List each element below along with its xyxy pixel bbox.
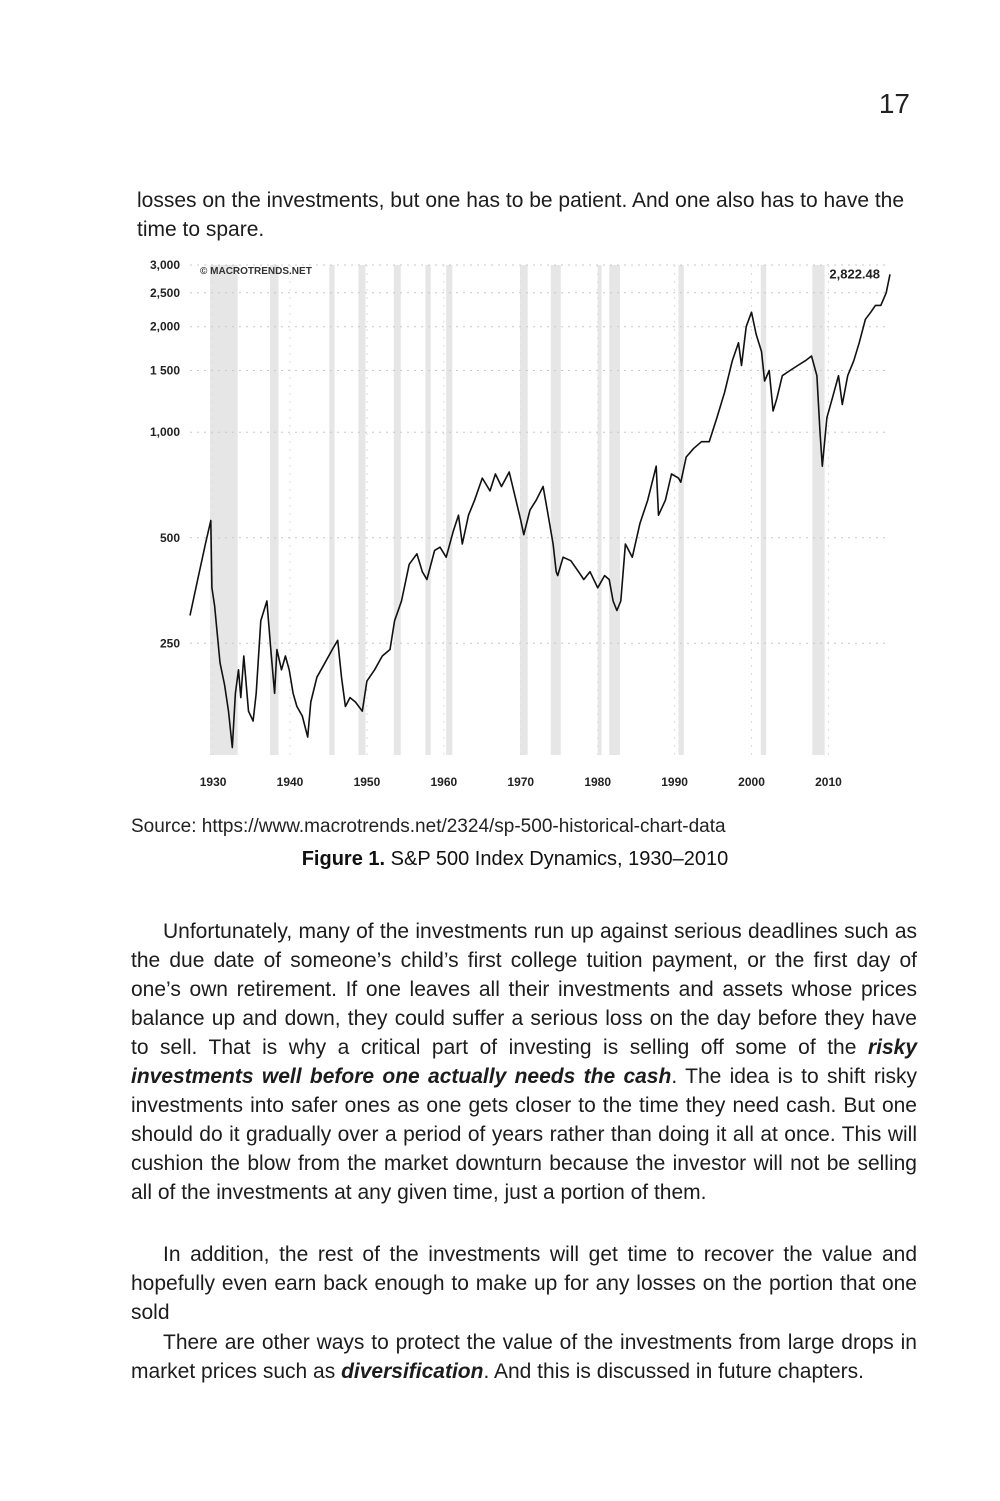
sp500-chart <box>130 255 910 795</box>
x-tick-label: 1930 <box>199 775 227 789</box>
y-tick-label: 2,500 <box>149 285 180 300</box>
p1-text-b: . The idea is to shift risky investments into safer ones as one gets closer to the time they need cash. But one should do it gradually over a period of years rather than doing it all at once. This will cushion the blow from the market downturn because the investor will not be selling all of the investments at any given time, just a portion of them. <box>131 1065 918 1204</box>
recession-band <box>551 265 561 755</box>
p1-text-a: Unfortunately, many of the investments run up against serious deadlines such as the due date of someone’s child’s first college tuition payment, or the first day of one’s own retirement. If one leaves all their investments and assets whose prices balance up and down, they could suffer a serious loss on the day before they have to sell. That is why a critical part of investing is selling off some of the <box>131 920 917 1059</box>
figure-caption <box>0 848 1000 871</box>
y-tick-label: 3,000 <box>149 258 180 272</box>
y-tick-label: 500 <box>159 530 180 545</box>
body-paragraph-2: In addition, the rest of the investments will get time to recover the value and hopefully even earn back enough to make up for any losses on the portion that one sold <box>131 1243 917 1324</box>
recession-band <box>678 265 683 755</box>
recession-band <box>446 265 452 755</box>
x-tick-label: 1980 <box>584 775 612 789</box>
intro-paragraph: losses on the investments, but one has to be patient. And one also has to have the time to spare. <box>137 189 905 241</box>
caption-text: S&P 500 Index Dynamics, 1930–2010 <box>385 848 729 870</box>
x-tick-label: 1970 <box>507 775 535 789</box>
caption-label: Figure 1. <box>301 848 386 870</box>
body-paragraph-1 <box>131 917 917 1207</box>
x-tick-label: 2000 <box>738 775 765 789</box>
figure-source: Source: https://www.macrotrends.net/2324/sp-500-historical-chart-data <box>131 816 726 837</box>
x-tick-label: 1950 <box>353 775 381 789</box>
recession-band <box>609 265 620 755</box>
p3-text-a: There are other ways to protect the value of the investments from large drops in market prices such as <box>131 1331 917 1383</box>
x-tick-label: 1960 <box>430 775 458 789</box>
y-tick-label: 2,000 <box>149 319 180 334</box>
page-number: 17 <box>878 88 910 119</box>
recession-band <box>812 265 824 755</box>
price-series-line <box>190 274 890 747</box>
y-tick-label: 250 <box>159 636 180 651</box>
x-tick-label: 2010 <box>815 775 842 789</box>
recession-band <box>761 265 766 755</box>
x-tick-label: 1990 <box>661 775 688 789</box>
end-value-label: 2,822.48 <box>829 266 880 282</box>
recession-band <box>394 265 401 755</box>
recession-band <box>425 265 430 755</box>
recession-band <box>358 265 365 755</box>
x-tick-label: 1940 <box>276 775 304 789</box>
p1-emphasis: risky investments well before one actually needs the cash <box>131 1036 917 1088</box>
y-tick-label: 1,000 <box>149 425 180 440</box>
y-tick-label: 1 500 <box>149 363 180 378</box>
recession-band <box>329 265 334 755</box>
p3-text-b: . And this is discussed in future chapters. <box>483 1360 865 1383</box>
chart-watermark: © MACROTRENDS.NET <box>200 266 312 277</box>
p3-emphasis: diversification <box>341 1360 484 1383</box>
body-paragraph-3 <box>131 1328 917 1386</box>
recession-band <box>598 265 602 755</box>
